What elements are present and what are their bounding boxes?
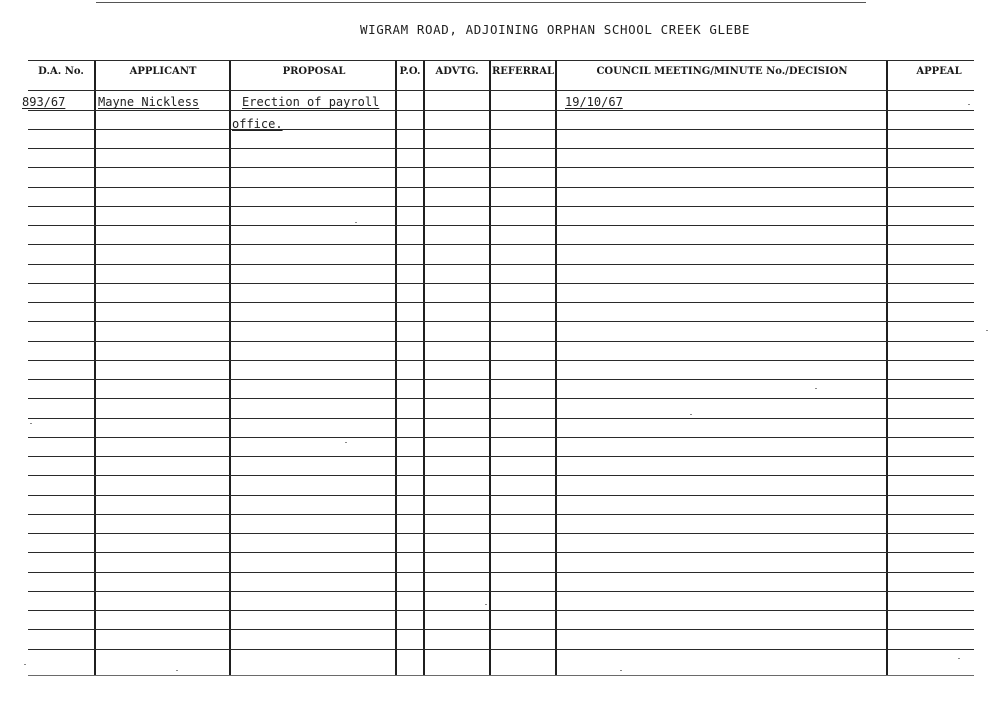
row-rule [28, 283, 974, 284]
entry-applicant: Mayne Nickless [98, 95, 200, 109]
row-rule [28, 552, 974, 553]
column-rule [423, 60, 425, 676]
row-rule [28, 302, 974, 303]
scan-speck [968, 104, 970, 105]
column-rule [395, 60, 397, 676]
column-rule [886, 60, 888, 676]
header-council: COUNCIL MEETING/MINUTE No./DECISION [596, 66, 848, 77]
scan-speck [30, 423, 32, 424]
row-rule [28, 456, 974, 457]
scan-speck [958, 658, 960, 659]
scan-speck [620, 670, 622, 671]
row-rule [28, 572, 974, 573]
scan-speck [355, 222, 357, 223]
row-rule [28, 533, 974, 534]
header-referral: REFERRAL [491, 66, 555, 77]
row-rule [28, 437, 974, 438]
row-rule [28, 379, 974, 380]
entry-da-number: 893/67 [22, 95, 66, 109]
entry-proposal-line-1: Erection of payroll [242, 95, 380, 109]
column-rule [94, 60, 96, 676]
scan-speck [815, 388, 817, 389]
row-rule [28, 629, 974, 630]
entry-proposal-line-2: office. [232, 117, 283, 131]
header-proposal: PROPOSAL [282, 66, 346, 77]
column-rule [489, 60, 491, 676]
row-rule [28, 495, 974, 496]
row-rule [28, 591, 974, 592]
row-rule [28, 475, 974, 476]
row-rule [28, 341, 974, 342]
row-rule [28, 148, 974, 149]
row-rule [28, 321, 974, 322]
top-rule [96, 2, 866, 3]
row-rule [28, 514, 974, 515]
register-heading: WIGRAM ROAD, ADJOINING ORPHAN SCHOOL CREEK GLEBE [360, 22, 751, 37]
header-appeal: APPEAL [916, 66, 962, 77]
header-po: P.O. [399, 66, 421, 77]
row-rule [28, 110, 974, 111]
row-rule [28, 610, 974, 611]
row-rule [28, 264, 974, 265]
header-advtg: ADVTG. [435, 66, 479, 77]
scan-speck [986, 330, 988, 331]
bottom-rule [28, 675, 974, 676]
header-da-no: D.A. No. [38, 66, 84, 77]
row-rule [28, 649, 974, 650]
row-rule [28, 418, 974, 419]
scan-speck [485, 604, 487, 605]
column-rule [229, 60, 231, 676]
row-rule [28, 90, 974, 91]
row-rule [28, 167, 974, 168]
entry-council-date: 19/10/67 [565, 95, 623, 109]
row-rule [28, 360, 974, 361]
row-rule [28, 129, 974, 130]
header-top-rule [28, 60, 974, 61]
scan-speck [345, 442, 347, 443]
scan-speck [24, 664, 26, 665]
row-rule [28, 187, 974, 188]
scan-speck [690, 414, 692, 415]
row-rule [28, 244, 974, 245]
column-rule [555, 60, 557, 676]
header-applicant: APPLICANT [129, 66, 197, 77]
row-rule [28, 225, 974, 226]
scan-speck [176, 670, 178, 671]
row-rule [28, 206, 974, 207]
row-rule [28, 398, 974, 399]
